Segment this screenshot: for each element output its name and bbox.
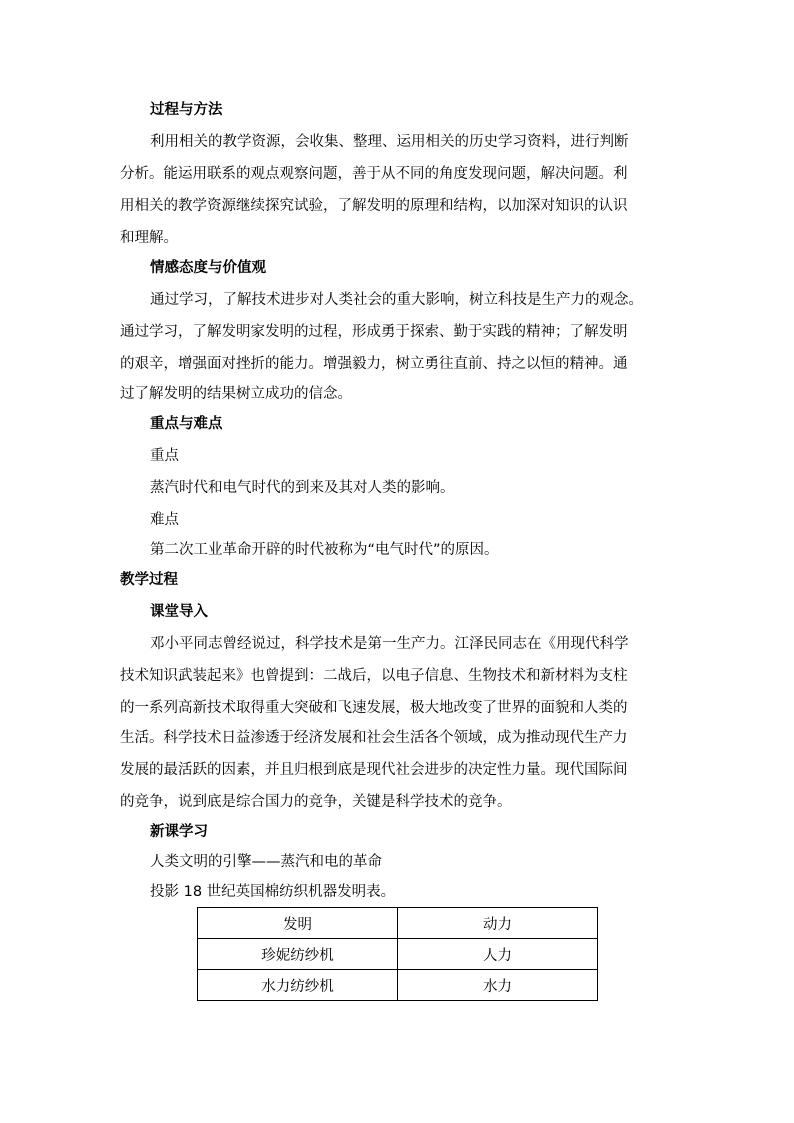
paragraph-line: 生活。科学技术日益渗透于经济发展和社会生活各个领域，成为推动现代生产力 [120,730,628,746]
new-lesson-line: 投影 18 世纪英国棉纺织机器发明表。 [150,884,396,900]
label-difficult: 难点 [150,512,179,528]
label-key: 重点 [150,448,179,464]
heading-class-intro: 课堂导入 [150,604,208,620]
heading-emotion-values: 情感态度与价值观 [150,260,266,276]
heading-teaching-process: 教学过程 [120,572,178,588]
heading-process-method: 过程与方法 [150,102,223,118]
paragraph-line: 邓小平同志曾经说过，科学技术是第一生产力。江泽民同志在《用现代科学 [150,636,629,652]
heading-key-difficult: 重点与难点 [150,416,223,432]
paragraph-line: 的竞争，说到底是综合国力的竞争，关键是科学技术的竞争。 [120,794,512,810]
table-cell: 水力 [398,970,598,1001]
paragraph-line: 通过学习，了解发明家发明的过程，形成勇于探索、勤于实践的精神；了解发明 [120,324,628,340]
heading-new-lesson: 新课学习 [150,824,208,840]
paragraph-line: 过了解发明的结果树立成功的信念。 [120,386,352,402]
paragraph-line: 和理解。 [120,230,178,246]
table-header-cell: 发明 [198,908,398,939]
table-header-cell: 动力 [398,908,598,939]
new-lesson-line: 人类文明的引擎——蒸汽和电的革命 [150,854,382,870]
paragraph-line: 发展的最活跃的因素，并且归根到底是现代社会进步的决定性力量。现代国际间 [120,762,628,778]
difficult-text: 第二次工业革命开辟的时代被称为“电气时代”的原因。 [150,542,499,558]
table-row [198,970,598,1001]
table-header-row [198,908,598,939]
paragraph-line: 技术知识武装起来》也曾提到：二战后，以电子信息、生物技术和新材料为支柱 [120,668,628,684]
paragraph-line: 的艰辛，增强面对挫折的能力。增强毅力，树立勇往直前、持之以恒的精神。通 [120,356,628,372]
paragraph-line: 通过学习，了解技术进步对人类社会的重大影响，树立科技是生产力的观念。 [150,292,643,308]
table-cell: 水力纺纱机 [198,970,398,1001]
table-cell: 人力 [398,939,598,970]
invention-table [197,907,598,1001]
paragraph-line: 的一系列高新技术取得重大突破和飞速发展，极大地改变了世界的面貌和人类的 [120,700,628,716]
paragraph-line: 用相关的教学资源继续探究试验，了解发明的原理和结构，以加深对知识的认识 [120,198,628,214]
table-row [198,939,598,970]
paragraph-line: 利用相关的教学资源，会收集、整理、运用相关的历史学习资料，进行判断 [150,134,629,150]
table-cell: 珍妮纺纱机 [198,939,398,970]
key-text: 蒸汽时代和电气时代的到来及其对人类的影响。 [150,480,455,496]
paragraph-line: 分析。能运用联系的观点观察问题，善于从不同的角度发现问题，解决问题。利 [120,166,628,182]
